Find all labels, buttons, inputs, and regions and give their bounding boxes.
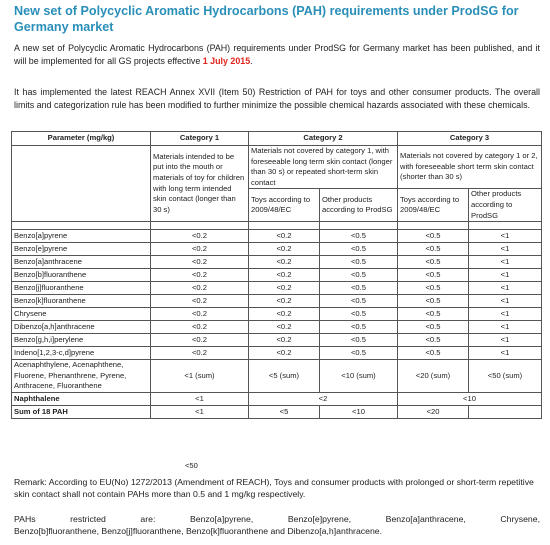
spacer-cell (12, 222, 151, 230)
table-row-group-pahs (12, 360, 542, 393)
value-cell: <0.2 (249, 243, 320, 256)
row-label: Naphthalene (12, 392, 151, 405)
value-cell: <0.2 (151, 334, 249, 347)
value-cell: <1 (469, 282, 542, 295)
value-cell: <0.5 (320, 347, 398, 360)
value-cell: <1 (469, 230, 542, 243)
value-cell: <0.2 (249, 295, 320, 308)
value-cell: <0.5 (320, 243, 398, 256)
value-cell: <0.2 (249, 282, 320, 295)
value-cell: <0.2 (151, 295, 249, 308)
value-cell: <0.2 (249, 308, 320, 321)
value-cell: <0.5 (320, 321, 398, 334)
table-row (12, 295, 542, 308)
row-label: Acenaphthylene, Acenaphthene, Fluorene, Phenanthrene, Pyrene, Anthracene, Fluoranthene (12, 360, 151, 393)
table-row (12, 308, 542, 321)
pah-limits-table (11, 131, 542, 419)
cat3-toys-subheader: Toys according to 2009/48/EC (398, 189, 469, 222)
row-label: Dibenzo[a,h]anthracene (12, 321, 151, 334)
value-cell: <0.2 (151, 269, 249, 282)
row-label: Benzo[a]pyrene (12, 230, 151, 243)
value-cell: <0.5 (320, 282, 398, 295)
row-label: Indeno[1,2,3-c,d]pyrene (12, 347, 151, 360)
value-cell: <2 (249, 392, 398, 405)
intro-paragraph (14, 42, 540, 69)
table-row (12, 321, 542, 334)
value-cell: <0.5 (398, 308, 469, 321)
pahs-restricted-paragraph (14, 514, 540, 537)
effective-date: 1 July 2015 (202, 56, 251, 67)
row-label: Benzo[k]fluoranthene (12, 295, 151, 308)
value-cell: <0.5 (320, 308, 398, 321)
spacer-cell (398, 222, 469, 230)
intro-text: A new set of Polycyclic Aromatic Hydrocarbons (PAH) requirements under ProdSG for Germany market has been published, and it will be implemented for all GS projects effective (14, 43, 540, 67)
value-cell: <0.5 (398, 347, 469, 360)
value-cell (469, 405, 542, 418)
value-cell: <20 (398, 405, 469, 418)
table-row (12, 282, 542, 295)
value-cell: <1 (469, 256, 542, 269)
parameter-blank-cell (12, 146, 151, 222)
value-cell: <0.2 (249, 230, 320, 243)
row-label: Chrysene (12, 308, 151, 321)
table-row (12, 256, 542, 269)
value-cell: <1 (469, 295, 542, 308)
value-cell: <1 (469, 334, 542, 347)
value-cell: <0.5 (398, 321, 469, 334)
spacer-cell (469, 222, 542, 230)
value-cell: <10 (sum) (320, 360, 398, 393)
table-row-sum-18-pah (12, 405, 542, 418)
value-cell: <1 (469, 347, 542, 360)
sum-18-overflow-value: <50 (185, 461, 198, 470)
value-cell: <0.2 (151, 308, 249, 321)
value-cell: <1 (469, 308, 542, 321)
header-category-2: Category 2 (249, 132, 398, 146)
header-category-3: Category 3 (398, 132, 542, 146)
category-3-description: Materials not covered by category 1 or 2, with foreseeable short term skin contact (shorter than 30 s) (398, 146, 542, 189)
value-cell: <0.2 (249, 321, 320, 334)
value-cell: <0.2 (151, 282, 249, 295)
value-cell: <0.5 (398, 256, 469, 269)
value-cell: <0.2 (249, 347, 320, 360)
cat2-other-subheader: Other products according to ProdSG (320, 189, 398, 222)
value-cell: <10 (320, 405, 398, 418)
value-cell: <0.2 (249, 256, 320, 269)
value-cell: <1 (151, 392, 249, 405)
table-row (12, 347, 542, 360)
page-title: New set of Polycyclic Aromatic Hydrocarbons (PAH) requirements under ProdSG for Germany market (14, 4, 519, 34)
pahs-restricted-line-1: PAHs restricted are: Benzo[a]pyrene, Benzo[e]pyrene, Benzo[a]anthracene, Chrysene, (14, 514, 540, 524)
value-cell: <1 (sum) (151, 360, 249, 393)
value-cell: <0.5 (398, 282, 469, 295)
value-cell: <0.5 (320, 295, 398, 308)
row-label: Benzo[a]anthracene (12, 256, 151, 269)
table-row (12, 269, 542, 282)
spacer-row (12, 222, 542, 230)
remark-paragraph: Remark: According to EU(No) 1272/2013 (Amendment of REACH), Toys and consumer products with prolonged or short-term repetitive skin contact shall not contain PAHs more than 0.5 and 1 mg/kg respectively. (14, 477, 534, 499)
header-category-1: Category 1 (151, 132, 249, 146)
value-cell: <0.5 (320, 230, 398, 243)
pah-rows (12, 230, 542, 360)
value-cell: <1 (469, 321, 542, 334)
cat2-toys-subheader: Toys according to 2009/48/EC (249, 189, 320, 222)
value-cell: <50 (sum) (469, 360, 542, 393)
value-cell: <0.2 (249, 269, 320, 282)
table-row (12, 334, 542, 347)
table-header-row (12, 132, 542, 146)
value-cell: <1 (151, 405, 249, 418)
value-cell: <20 (sum) (398, 360, 469, 393)
summary-paragraph: It has implemented the latest REACH Annex XVII (Item 50) Restriction of PAH for toys and other consumer products. The overall limits and categorization rule has been modified to further minimize the possible chemical hazards associated with these chemicals. (14, 87, 540, 111)
pahs-restricted-line-2: Benzo[b]fluoranthene, Benzo[j]fluoranthene, Benzo[k]fluoranthene and Dibenzo[a,h]anthracene. (14, 525, 383, 536)
value-cell: <10 (398, 392, 542, 405)
header-parameter: Parameter (mg/kg) (12, 132, 151, 146)
spacer-cell (151, 222, 249, 230)
description-row (12, 146, 542, 189)
cat3-other-subheader: Other products according to ProdSG (469, 189, 542, 222)
value-cell: <0.2 (151, 243, 249, 256)
spacer-cell (249, 222, 320, 230)
value-cell: <1 (469, 243, 542, 256)
spacer-cell (320, 222, 398, 230)
row-label: Benzo[j]fluoranthene (12, 282, 151, 295)
value-cell: <0.2 (249, 334, 320, 347)
value-cell: <0.5 (398, 269, 469, 282)
value-cell: <0.5 (320, 334, 398, 347)
row-label: Benzo[b]fluoranthene (12, 269, 151, 282)
value-cell: <5 (249, 405, 320, 418)
table-row (12, 230, 542, 243)
row-label: Sum of 18 PAH (12, 405, 151, 418)
value-cell: <0.2 (151, 347, 249, 360)
value-cell: <0.5 (320, 269, 398, 282)
value-cell: <0.2 (151, 256, 249, 269)
value-cell: <1 (469, 269, 542, 282)
category-1-description: Materials intended to be put into the mouth or materials of toy for children with long term intended skin contact (longer than 30 s) (151, 146, 249, 222)
value-cell: <0.5 (398, 295, 469, 308)
value-cell: <0.5 (398, 230, 469, 243)
value-cell: <0.5 (398, 243, 469, 256)
category-2-description: Materials not covered by category 1, with foreseeable long term skin contact (longer than 30 s) or repeated short-term skin contact (249, 146, 398, 189)
value-cell: <0.5 (320, 256, 398, 269)
row-label: Benzo[g,h,i]perylene (12, 334, 151, 347)
value-cell: <5 (sum) (249, 360, 320, 393)
value-cell: <0.5 (398, 334, 469, 347)
table-row-naphthalene (12, 392, 542, 405)
value-cell: <0.2 (151, 321, 249, 334)
intro-end: . (250, 56, 253, 67)
row-label: Benzo[e]pyrene (12, 243, 151, 256)
value-cell: <0.2 (151, 230, 249, 243)
table-row (12, 243, 542, 256)
